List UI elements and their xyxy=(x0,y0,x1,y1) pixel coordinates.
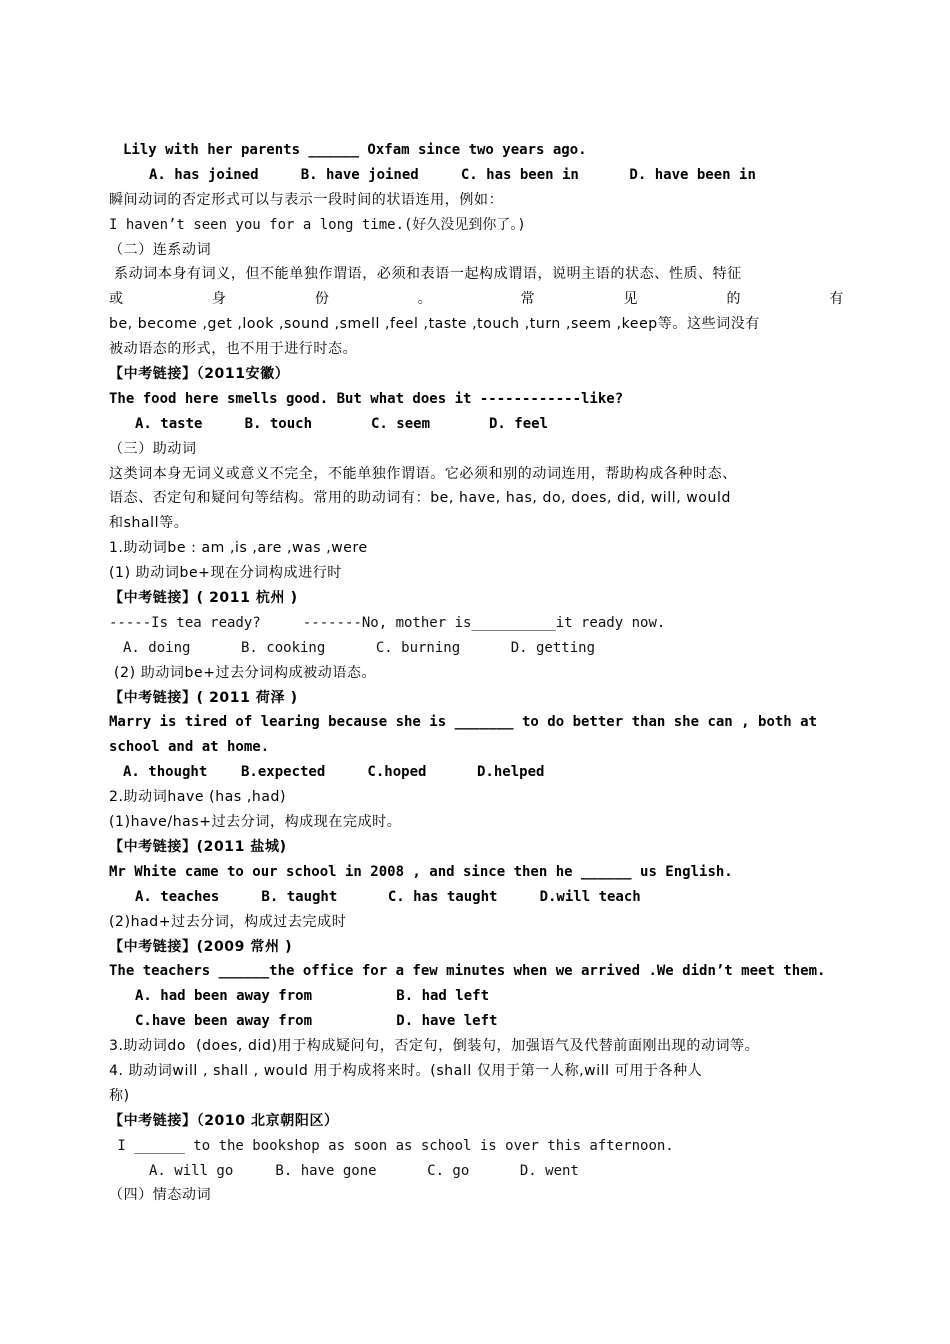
text-line: 语态、否定句和疑问句等结构。常用的助动词有：be, have, has, do, does, did, will, would xyxy=(109,490,731,507)
text-line: (2) 助动词be+过去分词构成被动语态。 xyxy=(109,664,377,681)
text-line: The teachers ______the office for a few minutes when we arrived .We didn’t meet them. xyxy=(109,963,826,980)
text-line: (1)have/has+过去分词，构成现在完成时。 xyxy=(109,814,402,831)
text-line: （四）情态动词 xyxy=(109,1187,212,1204)
text-line: 和shall等。 xyxy=(109,515,189,532)
text-line: 【中考链接】(2011 盐城) xyxy=(109,838,287,855)
text-line: 4. 助动词will , shall , would 用于构成将来时。(shall 仅用于第一人称,will 可用于各种人 xyxy=(109,1062,703,1079)
document-page xyxy=(109,138,844,1208)
text-line: A. thought B.expected C.hoped D.helped xyxy=(123,764,545,781)
text-line: Mr White came to our school in 2008 , and since then he ______ us English. xyxy=(109,863,733,880)
text-line: 【中考链接】( 2011 杭州 ) xyxy=(109,590,298,607)
text-line: （二）连系动词 xyxy=(109,241,212,258)
text-line: A. doing B. cooking C. burning D. getting xyxy=(123,639,596,656)
text-line: 这类词本身无词义或意义不完全，不能单独作谓语。它必须和别的动词连用，帮助构成各种时态、 xyxy=(109,465,737,482)
text-line: 2.助动词have (has ,had) xyxy=(109,789,287,806)
text-line: (1) 助动词be+现在分词构成进行时 xyxy=(109,565,342,582)
text-line: A. had been away from B. had left xyxy=(135,988,490,1005)
text-line: Marry is tired of learing because she is _______ to do better than she can , both at xyxy=(109,714,818,731)
text-line: 系动词本身有词义，但不能单独作谓语，必须和表语一起构成谓语，说明主语的状态、性质、特征 xyxy=(109,266,742,283)
text-line: (2)had+过去分词，构成过去完成时 xyxy=(109,913,347,930)
text-line: 1.助动词be : am ,is ,are ,was ,were xyxy=(109,540,368,557)
justified-word: 。 xyxy=(417,291,433,308)
text-line: I ______ to the bookshop as soon as school is over this afternoon. xyxy=(109,1137,674,1154)
justified-word: 或 xyxy=(109,291,124,308)
text-line: I haven’t seen you for a long time.(好久没见到你了。) xyxy=(109,216,526,233)
text-line: The food here smells good. But what does it ------------like? xyxy=(109,390,624,407)
text-line: Lily with her parents ______ Oxfam since two years ago. xyxy=(123,142,587,158)
text-line: A. will go B. have gone C. go D. went xyxy=(149,1162,579,1179)
text-line: 【中考链接】(2009 常州 ) xyxy=(109,938,293,955)
text-line: （三）助动词 xyxy=(109,440,197,457)
justified-word: 身 xyxy=(211,291,227,308)
text-line: 称) xyxy=(109,1087,130,1104)
text-line: A. has joined B. have joined C. has been in D. have been in xyxy=(149,166,756,183)
text-line: 瞬间动词的否定形式可以与表示一段时间的状语连用，例如： xyxy=(109,191,504,208)
text-line: school and at home. xyxy=(109,739,270,756)
text-line xyxy=(109,287,844,312)
justified-word: 份 xyxy=(314,291,330,308)
justified-word: 见 xyxy=(623,291,639,308)
text-line: 【中考链接】（2011安徽） xyxy=(109,366,290,383)
text-line: A. taste B. touch C. seem D. feel xyxy=(135,415,549,432)
justified-word: 常 xyxy=(520,291,536,308)
text-line: be, become ,get ,look ,sound ,smell ,feel ,taste ,touch ,turn ,seem ,keep等。这些词没有 xyxy=(109,316,760,333)
text-line: 【中考链接】( 2011 荷泽 ) xyxy=(109,689,298,706)
text-line: 【中考链接】（2010 北京朝阳区） xyxy=(109,1112,339,1129)
text-line: 3.助动词do (does, did)用于构成疑问句，否定句，倒装句，加强语气及代替前面刚出现的动词等。 xyxy=(109,1038,760,1055)
text-line: -----Is tea ready? -------No, mother is__________it ready now. xyxy=(109,614,666,631)
text-line: C.have been away from D. have left xyxy=(135,1013,498,1030)
justified-word: 的 xyxy=(726,291,742,308)
text-line: 被动语态的形式，也不用于进行时态。 xyxy=(109,341,358,358)
justified-word: 有 xyxy=(829,291,844,308)
text-line: A. teaches B. taught C. has taught D.will teach xyxy=(135,888,641,905)
